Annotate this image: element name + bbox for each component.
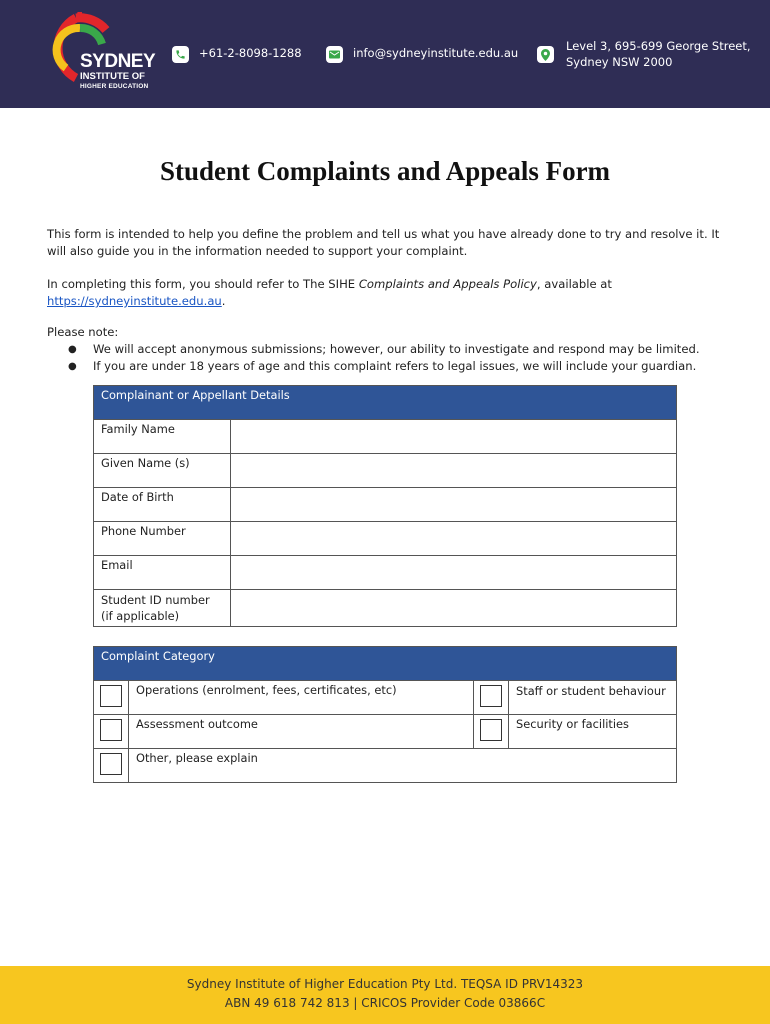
policy-prefix: In completing this form, you should refer to The SIHE — [47, 277, 359, 291]
note-heading: Please note: — [47, 325, 119, 339]
logo-line1: SYDNEY — [80, 51, 156, 72]
staff-behaviour-label: Staff or student behaviour — [509, 681, 677, 715]
policy-paragraph — [47, 276, 727, 310]
phone-text: +61-2-8098-1288 — [199, 46, 302, 60]
page-header — [0, 0, 770, 108]
table-row — [94, 454, 677, 488]
footer-line1: Sydney Institute of Higher Education Pty Ltd. TEQSA ID PRV14323 — [186, 977, 584, 991]
phone-field[interactable] — [231, 522, 677, 556]
footer-line2: ABN 49 618 742 813 | CRICOS Provider Code 03866C — [224, 996, 546, 1010]
phone-icon — [172, 46, 189, 63]
category-table — [93, 646, 677, 783]
student-id-label: Student ID number (if applicable) — [94, 590, 231, 627]
policy-name: Complaints and Appeals Policy — [358, 277, 537, 291]
details-heading: Complainant or Appellant Details — [94, 386, 677, 420]
email-label: Email — [94, 556, 231, 590]
operations-label: Operations (enrolment, fees, certificates, etc) — [129, 681, 474, 715]
assessment-checkbox[interactable] — [100, 719, 122, 741]
logo-line2: INSTITUTE OF — [80, 71, 145, 82]
notes-list — [68, 341, 748, 375]
phone-label: Phone Number — [94, 522, 231, 556]
page-title: Student Complaints and Appeals Form — [159, 156, 611, 186]
given-name-field[interactable] — [231, 454, 677, 488]
table-row — [94, 522, 677, 556]
email-field[interactable] — [231, 556, 677, 590]
list-item: ● We will accept anonymous submissions; however, our ability to investigate and respond may be limited. — [68, 342, 700, 356]
table-row — [94, 420, 677, 454]
policy-link[interactable]: https://sydneyinstitute.edu.au — [47, 294, 222, 308]
table-row — [94, 681, 677, 715]
policy-end: . — [221, 294, 226, 308]
policy-suffix: , available at — [536, 277, 612, 291]
family-name-label: Family Name — [94, 420, 231, 454]
location-pin-icon — [537, 46, 554, 63]
table-row — [94, 749, 677, 783]
family-name-field[interactable] — [231, 420, 677, 454]
security-label: Security or facilities — [509, 715, 677, 749]
intro-paragraph: This form is intended to help you define the problem and tell us what you have already done to try and resolve it. It will also guide you in the information needed to support your complaint. — [47, 227, 720, 258]
logo-line3: HIGHER EDUCATION — [80, 82, 149, 90]
table-row — [94, 488, 677, 522]
given-name-label: Given Name (s) — [94, 454, 231, 488]
other-label: Other, please explain — [129, 749, 677, 783]
table-row — [94, 556, 677, 590]
page-footer — [0, 966, 770, 1024]
security-checkbox[interactable] — [480, 719, 502, 741]
dob-field[interactable] — [231, 488, 677, 522]
mail-icon — [326, 46, 343, 63]
contact-address — [537, 38, 751, 70]
contact-phone[interactable] — [172, 46, 302, 63]
staff-behaviour-checkbox[interactable] — [480, 685, 502, 707]
category-heading: Complaint Category — [94, 647, 677, 681]
table-row — [94, 715, 677, 749]
contact-email[interactable] — [326, 46, 518, 63]
assessment-label: Assessment outcome — [129, 715, 474, 749]
dob-label: Date of Birth — [94, 488, 231, 522]
list-item: ● If you are under 18 years of age and this complaint refers to legal issues, we will include your guardian. — [68, 359, 697, 373]
details-table — [93, 385, 677, 627]
student-id-field[interactable] — [231, 590, 677, 627]
table-row — [94, 590, 677, 627]
other-checkbox[interactable] — [100, 753, 122, 775]
address-line1: Level 3, 695-699 George Street, — [566, 39, 751, 53]
email-text: info@sydneyinstitute.edu.au — [353, 46, 519, 60]
address-line2: Sydney NSW 2000 — [566, 55, 673, 69]
operations-checkbox[interactable] — [100, 685, 122, 707]
sihe-logo — [36, 12, 156, 96]
